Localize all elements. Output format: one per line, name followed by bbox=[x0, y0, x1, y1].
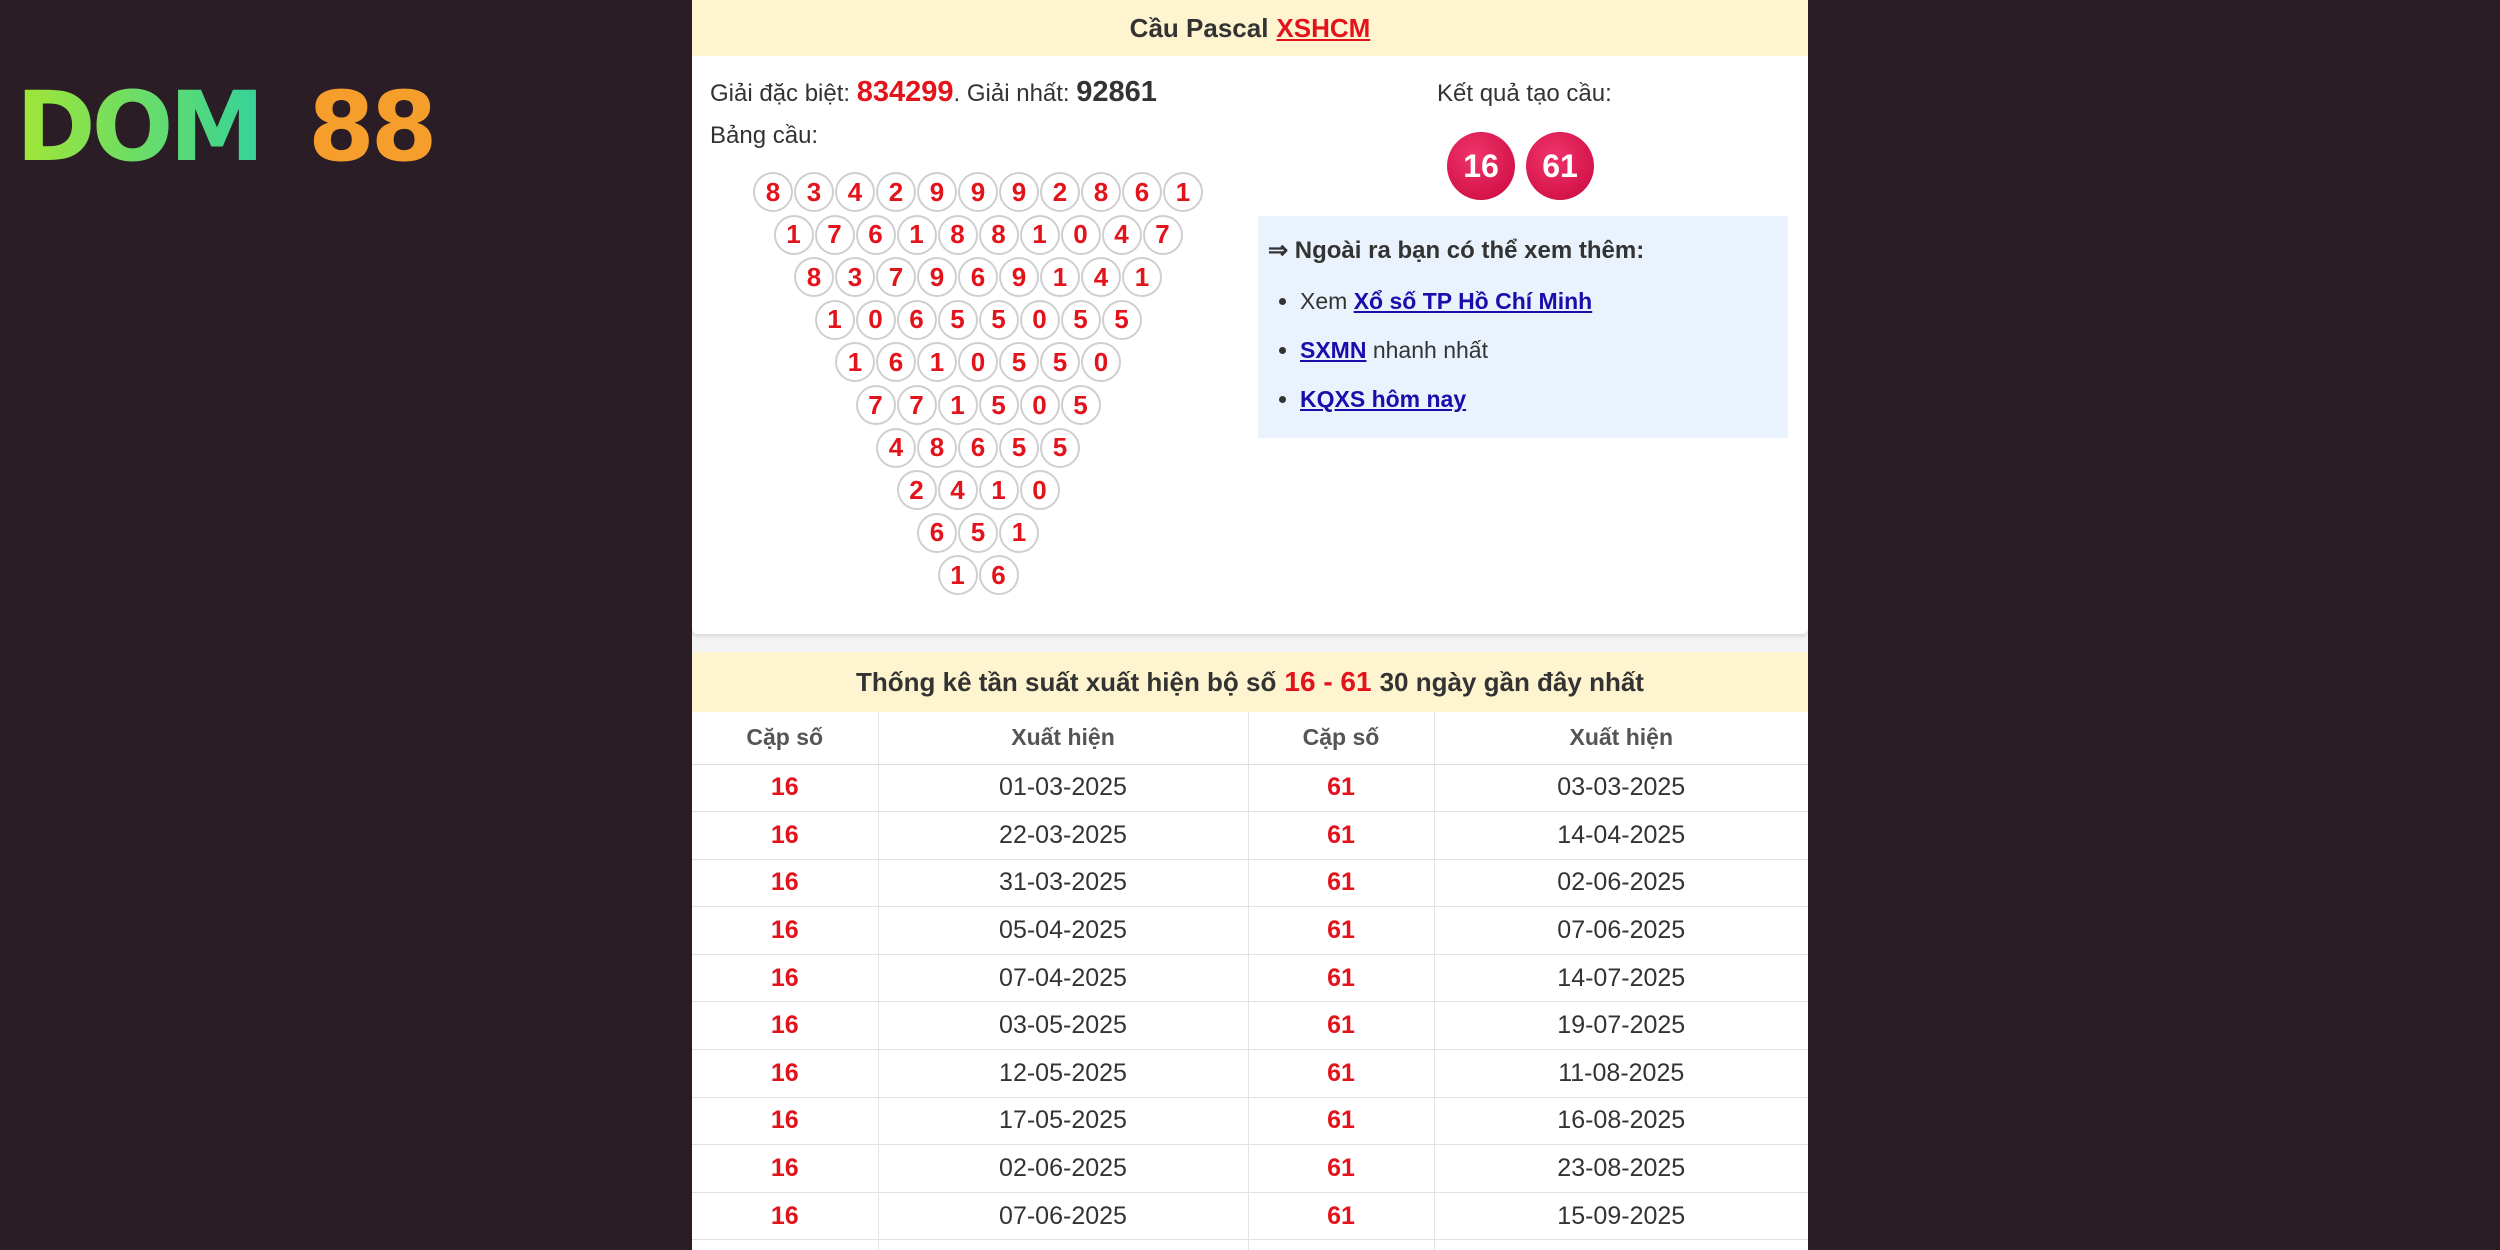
date-cell: 23-08-2025 bbox=[1434, 1145, 1808, 1193]
pyramid-digit: 5 bbox=[1102, 300, 1142, 340]
pyramid-digit: 8 bbox=[753, 172, 793, 212]
pyramid-digit: 0 bbox=[1061, 215, 1101, 255]
pair-cell: 61 bbox=[1248, 1097, 1434, 1145]
pair-cell bbox=[1248, 1240, 1434, 1250]
pyramid-digit: 0 bbox=[856, 300, 896, 340]
pyramid-digit: 0 bbox=[1020, 300, 1060, 340]
table-row bbox=[692, 1145, 1808, 1193]
pyramid-digit: 1 bbox=[1163, 172, 1203, 212]
pair-cell: 61 bbox=[1248, 1192, 1434, 1240]
pyramid-digit: 3 bbox=[835, 257, 875, 297]
pyramid-digit: 1 bbox=[979, 470, 1019, 510]
pyramid-digit: 5 bbox=[1061, 385, 1101, 425]
pyramid-row bbox=[753, 172, 1204, 212]
dom88-logo bbox=[16, 80, 446, 170]
pyramid-row bbox=[794, 257, 1163, 297]
stats-title-pair: 16 - 61 bbox=[1284, 666, 1372, 697]
pair-cell: 61 bbox=[1248, 907, 1434, 955]
date-cell bbox=[1434, 1240, 1808, 1250]
pyramid-digit: 7 bbox=[1143, 215, 1183, 255]
date-cell: 22-03-2025 bbox=[878, 812, 1248, 860]
col-header-pair-2: Cặp số bbox=[1248, 712, 1434, 764]
date-cell: 14-07-2025 bbox=[1434, 954, 1808, 1002]
pair-cell: 61 bbox=[1248, 764, 1434, 812]
pair-cell: 16 bbox=[692, 1002, 878, 1050]
pair-cell bbox=[692, 1240, 878, 1250]
date-cell: 07-06-2025 bbox=[878, 1192, 1248, 1240]
pyramid-digit: 6 bbox=[856, 215, 896, 255]
pyramid-row bbox=[835, 342, 1122, 382]
table-row bbox=[692, 859, 1808, 907]
list-item bbox=[1300, 375, 1778, 424]
xo-so-hcm-link[interactable]: Xổ số TP Hồ Chí Minh bbox=[1353, 288, 1593, 314]
pyramid-digit: 6 bbox=[958, 428, 998, 468]
stats-title-prefix: Thống kê tần suất xuất hiện bộ số bbox=[856, 666, 1277, 697]
date-cell: 31-03-2025 bbox=[878, 859, 1248, 907]
date-cell: 17-05-2025 bbox=[878, 1097, 1248, 1145]
pyramid-digit: 0 bbox=[1020, 470, 1060, 510]
date-cell bbox=[878, 1240, 1248, 1250]
pyramid-digit: 7 bbox=[876, 257, 916, 297]
special-prize-label: Giải đặc biệt: bbox=[710, 80, 851, 107]
date-cell: 02-06-2025 bbox=[1434, 859, 1808, 907]
pyramid-digit: 2 bbox=[1040, 172, 1080, 212]
link-suffix: nhanh nhất bbox=[1366, 337, 1488, 363]
pyramid-digit: 0 bbox=[1081, 342, 1121, 382]
table-row bbox=[692, 907, 1808, 955]
result-label: Kết quả tạo cầu: bbox=[1437, 80, 1612, 107]
table-row bbox=[692, 1097, 1808, 1145]
table-row bbox=[692, 812, 1808, 860]
pyramid-row bbox=[856, 385, 1102, 425]
pyramid-digit: 0 bbox=[958, 342, 998, 382]
pyramid-digit: 3 bbox=[794, 172, 834, 212]
pair-cell: 16 bbox=[692, 1192, 878, 1240]
pair-cell: 61 bbox=[1248, 1145, 1434, 1193]
pyramid-digit: 8 bbox=[917, 428, 957, 468]
table-row bbox=[692, 1002, 1808, 1050]
table-row bbox=[692, 1240, 1808, 1250]
pyramid-digit: 4 bbox=[835, 172, 875, 212]
list-item bbox=[1300, 326, 1778, 375]
pyramid-digit: 5 bbox=[958, 513, 998, 553]
pyramid-digit: 9 bbox=[917, 257, 957, 297]
svg-text:88: 88 bbox=[308, 80, 434, 170]
pyramid-digit: 8 bbox=[1081, 172, 1121, 212]
date-cell: 14-04-2025 bbox=[1434, 812, 1808, 860]
pair-cell: 61 bbox=[1248, 859, 1434, 907]
pair-cell: 16 bbox=[692, 954, 878, 1002]
date-cell: 11-08-2025 bbox=[1434, 1050, 1808, 1098]
pyramid-digit: 9 bbox=[917, 172, 957, 212]
pyramid-row bbox=[897, 470, 1061, 510]
date-cell: 01-03-2025 bbox=[878, 764, 1248, 812]
pyramid-digit: 1 bbox=[1020, 215, 1060, 255]
pyramid-row bbox=[917, 513, 1040, 553]
pyramid-digit: 6 bbox=[876, 342, 916, 382]
pyramid-digit: 6 bbox=[897, 300, 937, 340]
table-row bbox=[692, 1050, 1808, 1098]
pascal-card bbox=[692, 0, 1808, 634]
pair-cell: 16 bbox=[692, 1145, 878, 1193]
pyramid-digit: 1 bbox=[774, 215, 814, 255]
pyramid-row bbox=[876, 428, 1081, 468]
pyramid-row bbox=[774, 215, 1184, 255]
frequency-table bbox=[692, 712, 1808, 1250]
date-cell: 03-05-2025 bbox=[878, 1002, 1248, 1050]
table-row bbox=[692, 764, 1808, 812]
pair-cell: 61 bbox=[1248, 1002, 1434, 1050]
pyramid-digit: 8 bbox=[938, 215, 978, 255]
pyramid-digit: 5 bbox=[1040, 428, 1080, 468]
date-cell: 12-05-2025 bbox=[878, 1050, 1248, 1098]
pair-cell: 61 bbox=[1248, 1050, 1434, 1098]
pyramid-row bbox=[938, 555, 1020, 595]
date-cell: 15-09-2025 bbox=[1434, 1192, 1808, 1240]
pyramid-digit: 6 bbox=[917, 513, 957, 553]
pair-cell: 16 bbox=[692, 812, 878, 860]
pyramid-digit: 8 bbox=[979, 215, 1019, 255]
pyramid-digit: 0 bbox=[1020, 385, 1060, 425]
col-header-appear-1: Xuất hiện bbox=[878, 712, 1248, 764]
pyramid-digit: 7 bbox=[897, 385, 937, 425]
pyramid-digit: 9 bbox=[999, 257, 1039, 297]
pyramid-digit: 6 bbox=[979, 555, 1019, 595]
pyramid-row bbox=[815, 300, 1143, 340]
pyramid-digit: 5 bbox=[999, 428, 1039, 468]
col-header-pair-1: Cặp số bbox=[692, 712, 878, 764]
table-header-row bbox=[692, 712, 1808, 764]
pyramid-digit: 7 bbox=[815, 215, 855, 255]
date-cell: 07-06-2025 bbox=[1434, 907, 1808, 955]
pair-cell: 16 bbox=[692, 764, 878, 812]
svg-text:DOM: DOM bbox=[16, 80, 261, 170]
pyramid-digit: 6 bbox=[958, 257, 998, 297]
link-prefix: Xem bbox=[1300, 288, 1354, 314]
pyramid-digit: 1 bbox=[897, 215, 937, 255]
pyramid-digit: 1 bbox=[1040, 257, 1080, 297]
pyramid-label: Bảng cầu: bbox=[710, 122, 819, 149]
pyramid-digit: 9 bbox=[958, 172, 998, 212]
pyramid-digit: 2 bbox=[897, 470, 937, 510]
pyramid-digit: 4 bbox=[1081, 257, 1121, 297]
pyramid-digit: 9 bbox=[999, 172, 1039, 212]
prize-line bbox=[710, 76, 1157, 109]
pyramid-digit: 1 bbox=[999, 513, 1039, 553]
pyramid-digit: 8 bbox=[794, 257, 834, 297]
table-row bbox=[692, 954, 1808, 1002]
pair-cell: 16 bbox=[692, 907, 878, 955]
pyramid-digit: 5 bbox=[979, 300, 1019, 340]
result-ball-2: 61 bbox=[1526, 132, 1594, 200]
first-prize-value: 92861 bbox=[1076, 76, 1157, 108]
date-cell: 07-04-2025 bbox=[878, 954, 1248, 1002]
more-links-list bbox=[1268, 277, 1778, 424]
pyramid-digit: 1 bbox=[815, 300, 855, 340]
pyramid-digit: 7 bbox=[856, 385, 896, 425]
pyramid-digit: 1 bbox=[1122, 257, 1162, 297]
pair-cell: 16 bbox=[692, 1097, 878, 1145]
more-links-box bbox=[1258, 216, 1788, 438]
pyramid-digit: 1 bbox=[938, 385, 978, 425]
result-ball-1: 16 bbox=[1447, 132, 1515, 200]
pyramid-digit: 4 bbox=[876, 428, 916, 468]
list-item bbox=[1300, 277, 1778, 326]
pair-cell: 16 bbox=[692, 859, 878, 907]
col-header-appear-2: Xuất hiện bbox=[1434, 712, 1808, 764]
date-cell: 19-07-2025 bbox=[1434, 1002, 1808, 1050]
pascal-title: Cầu Pascal bbox=[1129, 12, 1269, 43]
pyramid-digit: 1 bbox=[835, 342, 875, 382]
content-panel bbox=[692, 0, 1808, 1250]
pyramid-digit: 5 bbox=[1061, 300, 1101, 340]
first-prize-label: . Giải nhất: bbox=[953, 80, 1070, 107]
stats-card bbox=[692, 652, 1808, 1250]
pyramid-digit: 4 bbox=[1102, 215, 1142, 255]
pyramid-digit: 5 bbox=[999, 342, 1039, 382]
pair-cell: 16 bbox=[692, 1050, 878, 1098]
pair-cell: 61 bbox=[1248, 812, 1434, 860]
date-cell: 03-03-2025 bbox=[1434, 764, 1808, 812]
special-prize-value: 834299 bbox=[856, 76, 954, 108]
stats-card-header bbox=[692, 652, 1808, 712]
pyramid-digit: 4 bbox=[938, 470, 978, 510]
pyramid-digit: 5 bbox=[1040, 342, 1080, 382]
pair-cell: 61 bbox=[1248, 954, 1434, 1002]
more-links-title: ⇒ Ngoài ra bạn có thể xem thêm: bbox=[1268, 237, 1645, 264]
date-cell: 05-04-2025 bbox=[878, 907, 1248, 955]
kqxs-today-link[interactable]: KQXS hôm nay bbox=[1300, 386, 1467, 412]
pyramid-digit: 2 bbox=[876, 172, 916, 212]
pyramid-digit: 6 bbox=[1122, 172, 1162, 212]
pyramid-digit: 1 bbox=[938, 555, 978, 595]
pyramid-digit: 1 bbox=[917, 342, 957, 382]
pascal-card-header bbox=[692, 0, 1808, 56]
xshcm-link[interactable]: XSHCM bbox=[1276, 12, 1371, 43]
stats-title-suffix: 30 ngày gần đây nhất bbox=[1379, 666, 1644, 697]
sxmn-link[interactable]: SXMN bbox=[1300, 337, 1367, 363]
table-row bbox=[692, 1192, 1808, 1240]
date-cell: 16-08-2025 bbox=[1434, 1097, 1808, 1145]
pyramid-digit: 5 bbox=[938, 300, 978, 340]
date-cell: 02-06-2025 bbox=[878, 1145, 1248, 1193]
pyramid-digit: 5 bbox=[979, 385, 1019, 425]
